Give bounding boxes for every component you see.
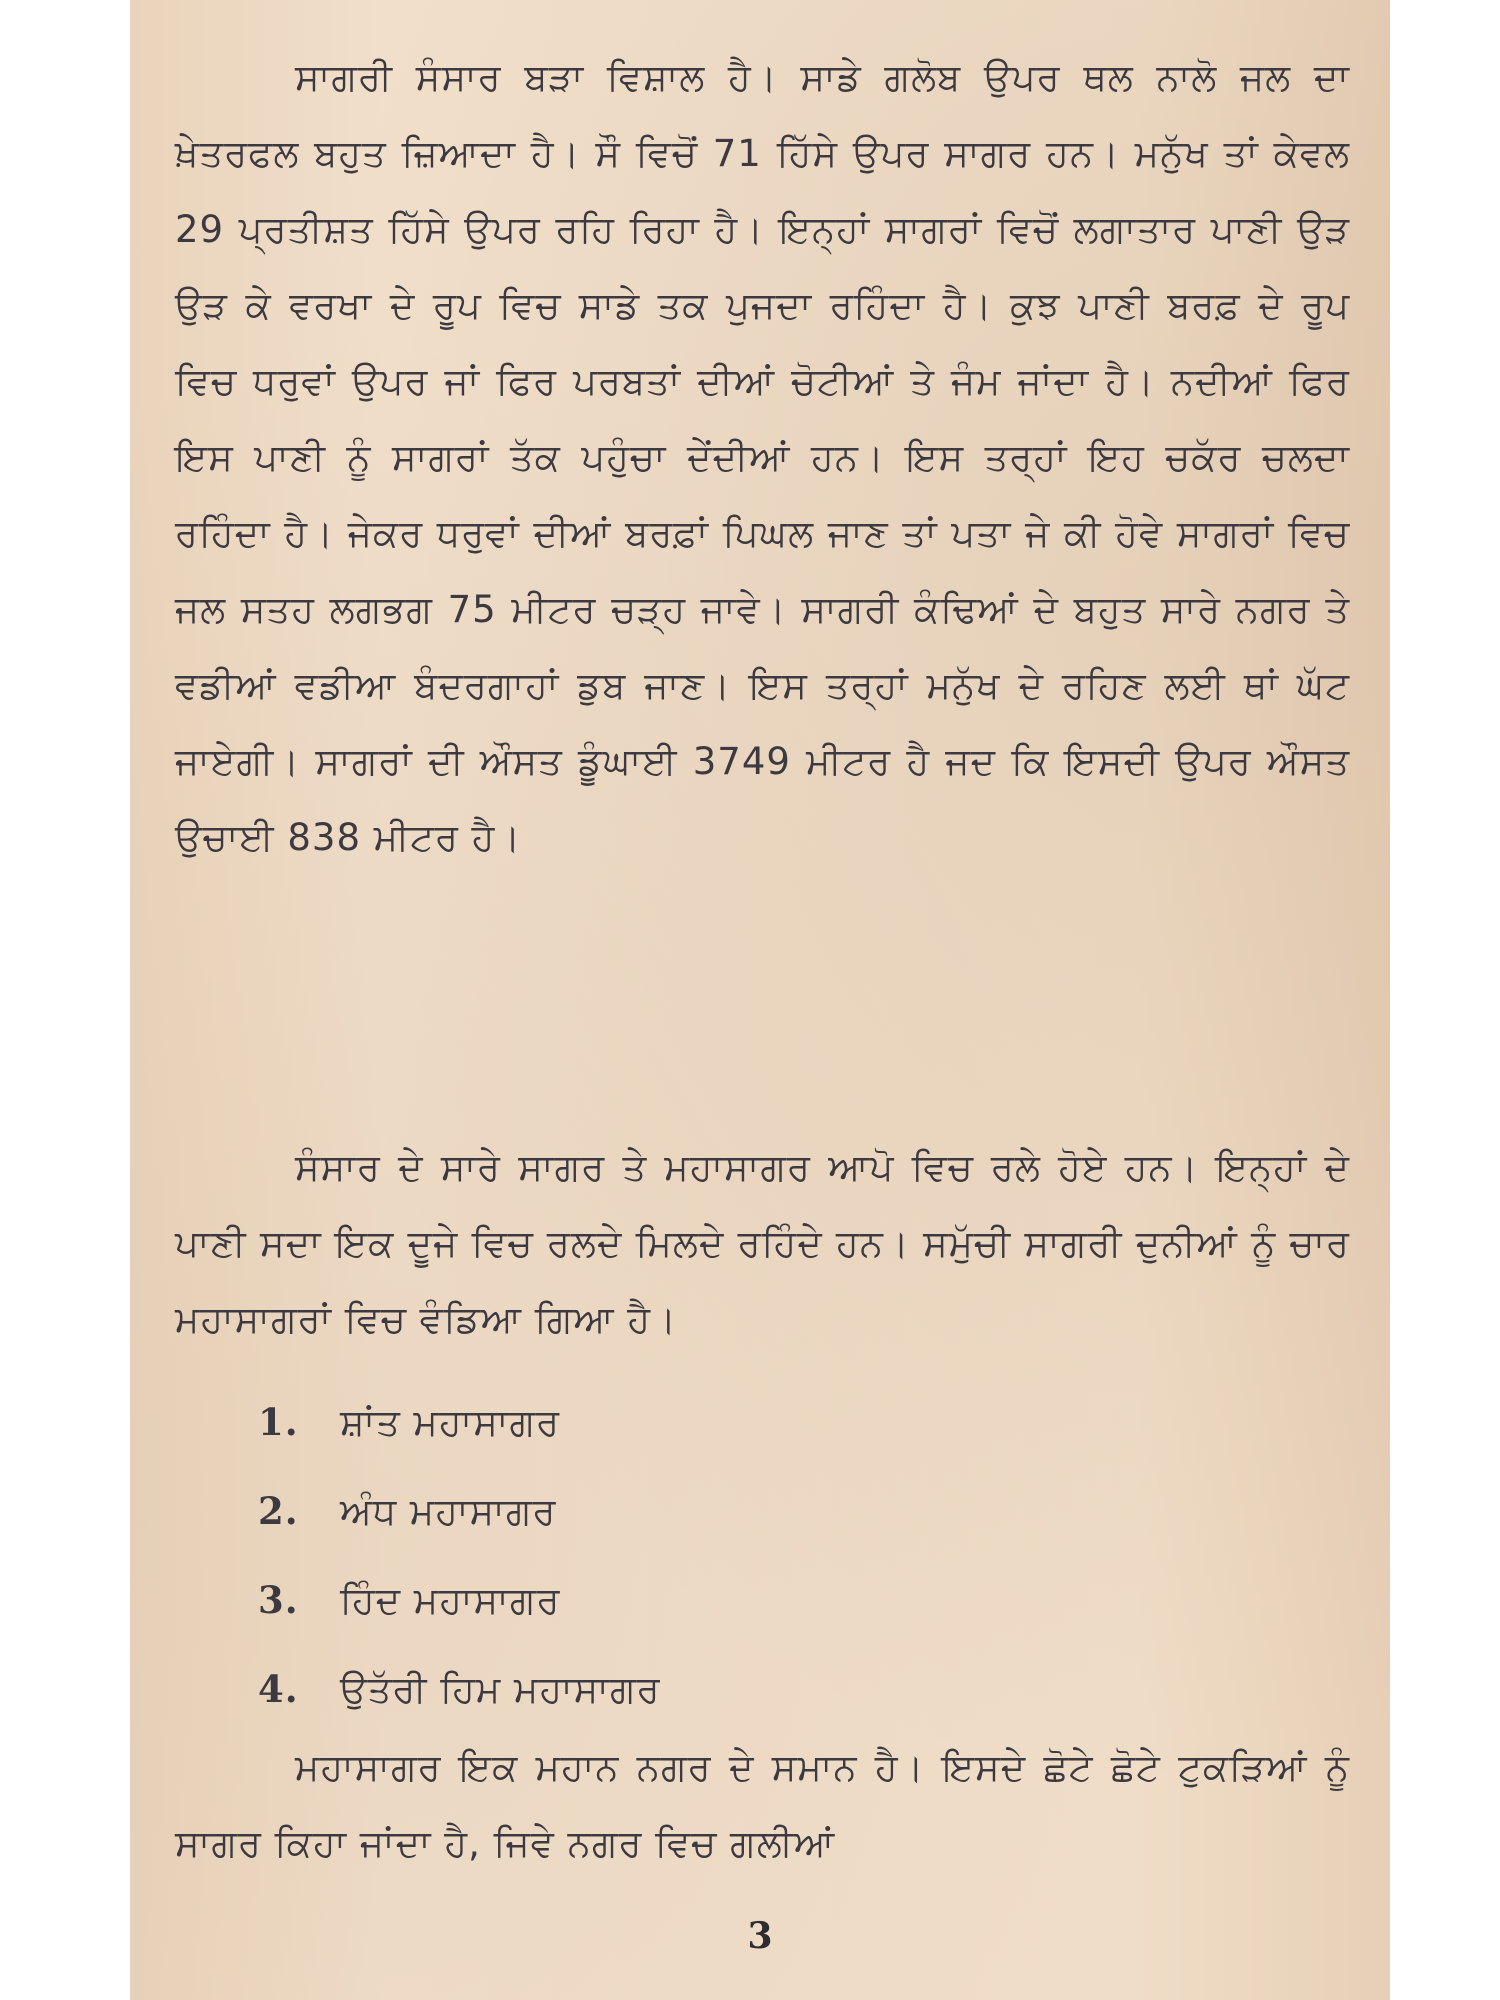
list-item-label: ਹਿੰਦ ਮਹਾਸਾਗਰ [340,1579,561,1622]
list-item-number: 3. [258,1578,299,1622]
list-item-label: ਸ਼ਾਂਤ ਮਹਾਸਾਗਰ [340,1401,561,1444]
paragraph-ocean-world: ਸਾਗਰੀ ਸੰਸਾਰ ਬੜਾ ਵਿਸ਼ਾਲ ਹੈ। ਸਾਡੇ ਗਲੋਬ ਉਪਰ ਥਲ ਨਾਲੋ ਜਲ ਦਾ ਖ਼ੇਤਰਫਲ ਬਹੁਤ ਜ਼ਿਆਦਾ ਹੈ। ਸੌ ਵਿਚੋਂ 71 ਹਿੱਸੇ ਉਪਰ ਸਾਗਰ ਹਨ। ਮਨੁੱਖ ਤਾਂ ਕੇਵਲ 29 ਪ੍ਰਤੀਸ਼ਤ ਹਿੱਸੇ ਉਪਰ ਰਹਿ ਰਿਹਾ ਹੈ। ਇਨ੍ਹਾਂ ਸਾਗਰਾਂ ਵਿਚੋਂ ਲਗਾਤਾਰ ਪਾਣੀ ਉੜ ਉੜ ਕੇ ਵਰਖਾ ਦੇ ਰੂਪ ਵਿਚ ਸਾਡੇ ਤਕ ਪੁਜਦਾ ਰਹਿੰਦਾ ਹੈ। ਕੁਝ ਪਾਣੀ ਬਰਫ਼ ਦੇ ਰੂਪ ਵਿਚ ਧਰੁਵਾਂ ਉਪਰ ਜਾਂ ਫਿਰ ਪਰਬਤਾਂ ਦੀਆਂ ਚੋਟੀਆਂ ਤੇ ਜੰਮ ਜਾਂਦਾ ਹੈ। ਨਦੀਆਂ ਫਿਰ ਇਸ ਪਾਣੀ ਨੂੰ ਸਾਗਰਾਂ ਤੱਕ ਪਹੁੰਚਾ ਦੇਂਦੀਆਂ ਹਨ। ਇਸ ਤਰ੍ਹਾਂ ਇਹ ਚਕੱਰ ਚਲਦਾ ਰਹਿੰਦਾ ਹੈ। ਜੇਕਰ ਧਰੁਵਾਂ ਦੀਆਂ ਬਰਫ਼ਾਂ ਪਿਘਲ ਜਾਣ ਤਾਂ ਪਤਾ ਜੇ ਕੀ ਹੋਵੇ ਸਾਗਰਾਂ ਵਿਚ ਜਲ ਸਤਹ ਲਗਭਗ 75 ਮੀਟਰ ਚੜ੍ਹ ਜਾਵੇ। ਸਾਗਰੀ ਕੰਢਿਆਂ ਦੇ ਬਹੁਤ ਸਾਰੇ ਨਗਰ ਤੇ ਵਡੀਆਂ ਵਡੀਆ ਬੰਦਰਗਾਹਾਂ ਡੁਬ ਜਾਣ। ਇਸ ਤਰ੍ਹਾਂ ਮਨੁੱਖ ਦੇ ਰਹਿਣ ਲਈ ਥਾਂ ਘੱਟ ਜਾਏਗੀ। ਸਾਗਰਾਂ ਦੀ ਔਸਤ ਡੂੰਘਾਈ 3749 ਮੀਟਰ ਹੈ ਜਦ ਕਿ ਇਸਦੀ ਉਪਰ ਔਸਤ ਉਚਾਈ 838 ਮੀਟਰ ਹੈ। [175,56,1350,859]
paragraph-ocean-city: ਮਹਾਸਾਗਰ ਇਕ ਮਹਾਨ ਨਗਰ ਦੇ ਸਮਾਨ ਹੈ। ਇਸਦੇ ਛੋਟੇ ਛੋਟੇ ਟੁਕੜਿਆਂ ਨੂੰ ਸਾਗਰ ਕਿਹਾ ਜਾਂਦਾ ਹੈ, ਜਿਵੇ ਨਗਰ ਵਿਚ ਗਲੀਆਂ [175,1746,1350,1865]
page-number: 3 [747,1915,773,1957]
list-item-number: 1. [258,1400,299,1444]
oceans-list [258,1378,661,1734]
paragraph-connected-oceans: ਸੰਸਾਰ ਦੇ ਸਾਰੇ ਸਾਗਰ ਤੇ ਮਹਾਸਾਗਰ ਆਪੋ ਵਿਚ ਰਲੇ ਹੋਏ ਹਨ। ਇਨ੍ਹਾਂ ਦੇ ਪਾਣੀ ਸਦਾ ਇਕ ਦੂਜੇ ਵਿਚ ਰਲਦੇ ਮਿਲਦੇ ਰਹਿੰਦੇ ਹਨ। ਸਮੁੱਚੀ ਸਾਗਰੀ ਦੁਨੀਆਂ ਨੂੰ ਚਾਰ ਮਹਾਸਾਗਰਾਂ ਵਿਚ ਵੰਡਿਆ ਗਿਆ ਹੈ। [175,1146,1350,1341]
list-item [258,1467,661,1556]
list-item-label: ਅੰਧ ਮਹਾਸਾਗਰ [340,1490,557,1533]
list-item [258,1378,661,1467]
list-item-number: 2. [258,1489,299,1533]
book-page [130,0,1390,2000]
list-item-number: 4. [258,1667,299,1711]
list-item-label: ਉਤੱਰੀ ਹਿਮ ਮਹਾਸਾਗਰ [340,1668,661,1711]
list-item [258,1645,661,1734]
list-item [258,1556,661,1645]
